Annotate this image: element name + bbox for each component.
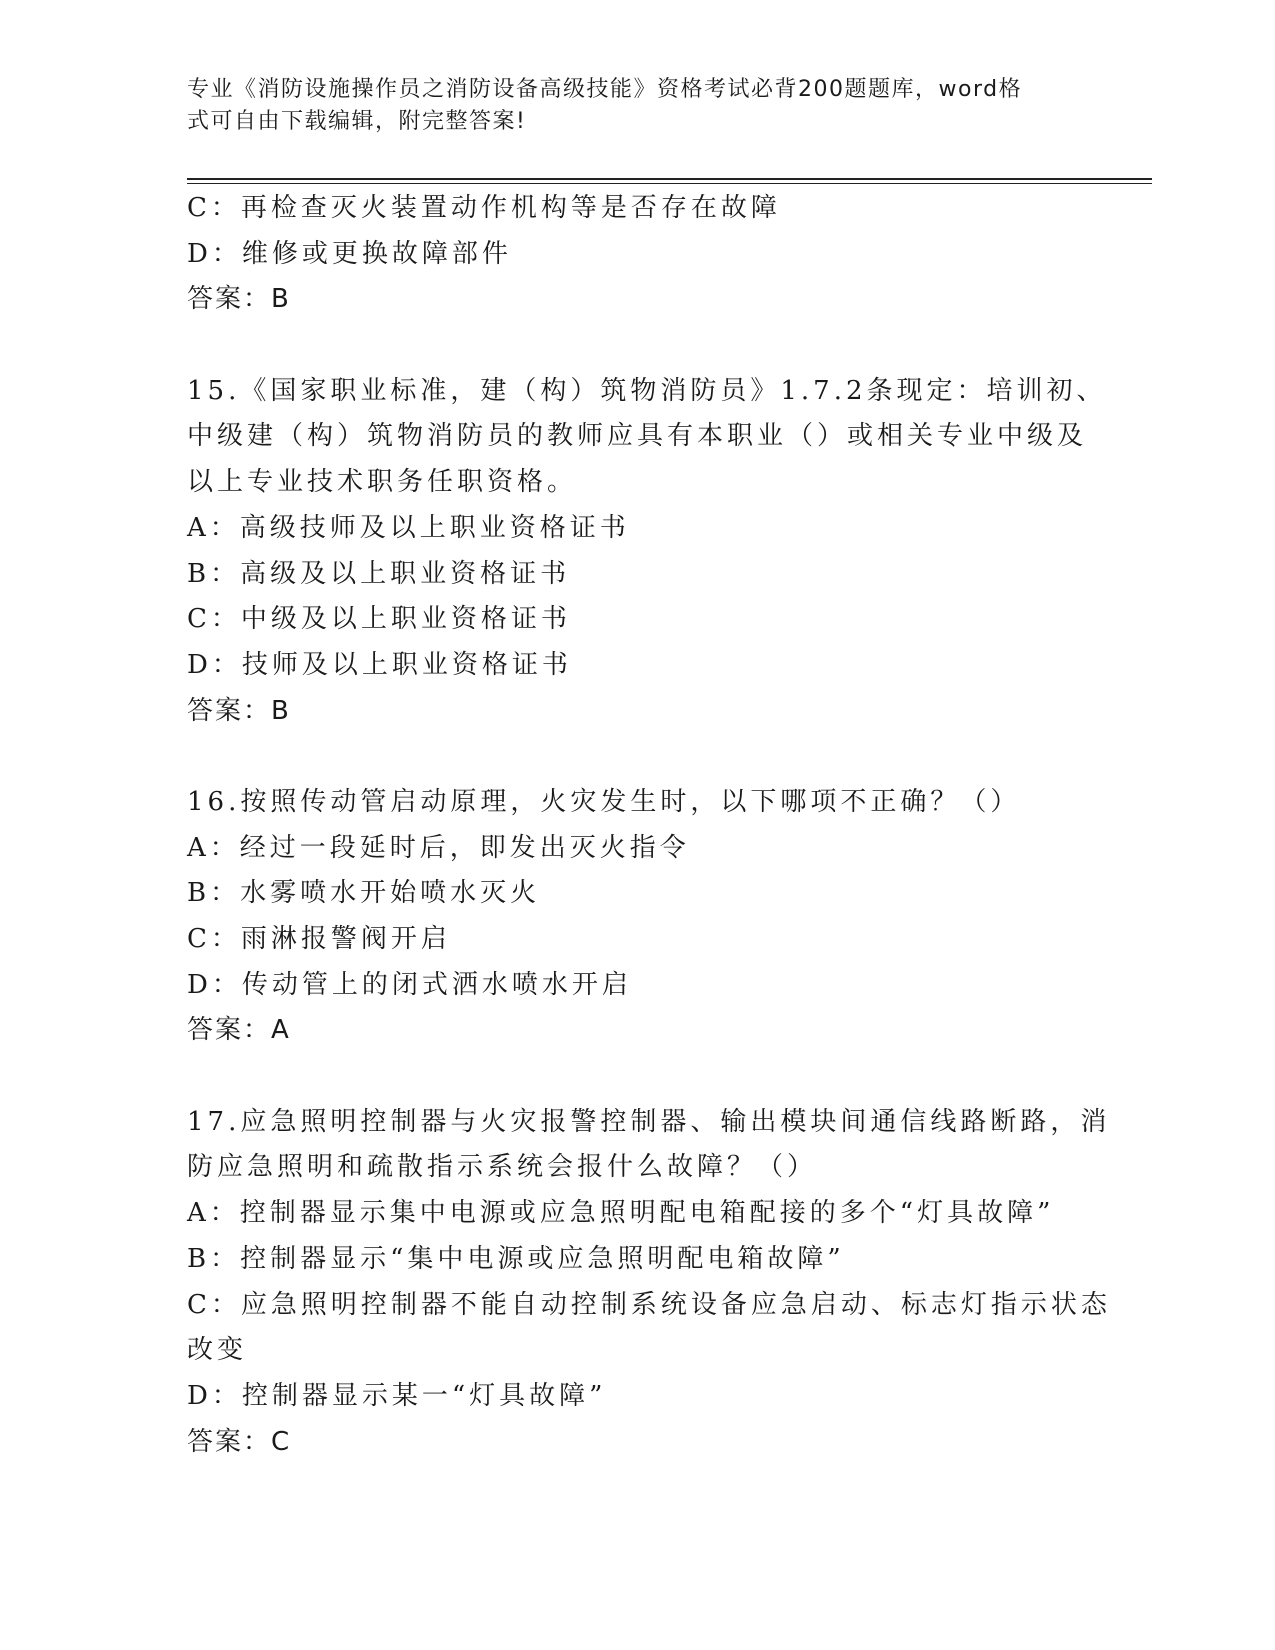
document-header xyxy=(187,74,1087,138)
question-text: 17.应急照明控制器与火灾报警控制器、输出模块间通信线路断路，消 xyxy=(187,1106,1111,1137)
question-text: 15.《国家职业标准，建（构）筑物消防员》1.7.2条现定：培训初、 xyxy=(187,375,1107,406)
answer: 答案：C xyxy=(187,1426,292,1457)
question-text: 防应急照明和疏散指示系统会报什么故障？（） xyxy=(187,1152,818,1183)
option-b: B：高级及以上职业资格证书 xyxy=(187,558,571,589)
header-line-1: 专业《消防设施操作员之消防设备高级技能》资格考试必背200题题库，word格 xyxy=(187,77,1023,102)
header-line-2: 式可自由下载编辑，附完整答案! xyxy=(187,109,527,134)
option-c: C：雨淋报警阀开启 xyxy=(187,924,451,954)
answer: 答案：B xyxy=(187,284,291,315)
option-c-continued: 改变 xyxy=(187,1335,248,1366)
option-d: D：控制器显示某一“灯具故障” xyxy=(187,1380,607,1411)
option-c: C：再检查灭火装置动作机构等是否存在故障 xyxy=(187,193,781,223)
option-d: D：技师及以上职业资格证书 xyxy=(187,649,572,680)
question-fragment xyxy=(187,186,1087,323)
question-17 xyxy=(187,1100,1111,1466)
answer: 答案：A xyxy=(187,1015,291,1046)
question-text: 以上专业技术职务任职资格。 xyxy=(187,467,578,498)
option-d: D：维修或更换故障部件 xyxy=(187,238,512,269)
question-text: 16.按照传动管启动原理，火灾发生时，以下哪项不正确？（） xyxy=(187,786,1021,817)
question-16 xyxy=(187,780,1087,1054)
option-b: B：水雾喷水开始喷水灭火 xyxy=(187,878,541,909)
option-c: C：中级及以上职业资格证书 xyxy=(187,604,571,635)
option-a: A：控制器显示集中电源或应急照明配电箱配接的多个“灯具故障” xyxy=(187,1198,1055,1229)
option-b: B：控制器显示“集中电源或应急照明配电箱故障” xyxy=(187,1243,845,1274)
document-body xyxy=(187,186,1111,1465)
option-a: A：高级技师及以上职业资格证书 xyxy=(187,512,630,543)
answer: 答案：B xyxy=(187,695,291,726)
option-a: A：经过一段延时后，即发出灭火指令 xyxy=(187,832,690,863)
option-d: D：传动管上的闭式洒水喷水开启 xyxy=(187,969,632,1000)
option-c: C：应急照明控制器不能自动控制系统设备应急启动、标志灯指示状态 xyxy=(187,1289,1111,1320)
header-divider-thick xyxy=(187,178,1152,180)
question-15 xyxy=(187,369,1107,735)
header-divider-thin xyxy=(187,183,1152,184)
question-text: 中级建（构）筑物消防员的教师应具有本职业（）或相关专业中级及 xyxy=(187,421,1088,452)
